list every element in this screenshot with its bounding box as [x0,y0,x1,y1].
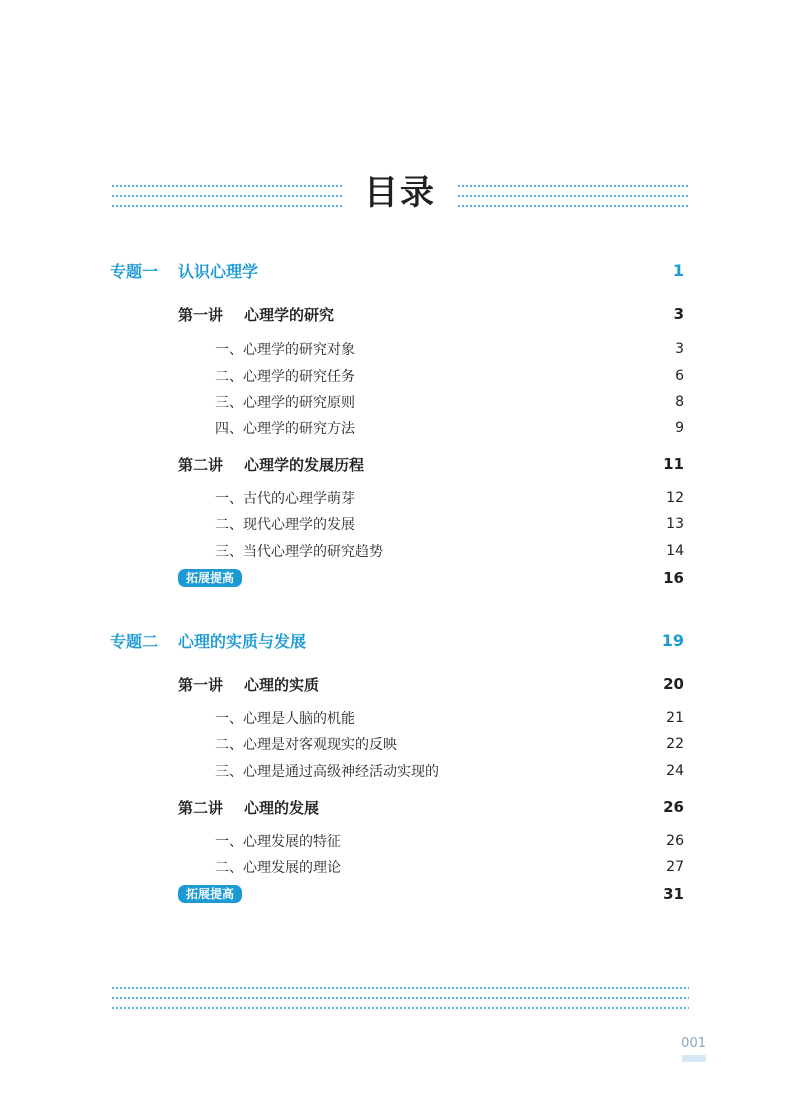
lecture-title: 心理学的研究 [244,305,335,324]
section-title: 三、当代心理学的研究趋势 [215,544,383,560]
topic-title: 心理的实质与发展 [178,631,307,651]
header-dotted-line-left-1 [111,185,343,187]
topic-title: 认识心理学 [178,261,259,281]
toc-section[interactable] [215,706,684,730]
section-page: 9 [675,420,684,436]
section-title: 二、心理是对客观现实的反映 [215,737,397,753]
page-number: 001 [681,1036,706,1051]
topic-prefix: 专题一 [110,261,159,281]
toc-extension-2[interactable] [178,882,684,906]
lecture-page: 3 [673,305,684,323]
section-page: 14 [666,543,684,559]
header-dotted-line-right-3 [457,205,689,207]
section-page: 6 [675,368,684,384]
section-page: 21 [666,710,684,726]
toc-section[interactable] [215,855,684,879]
footer-dotted-line-3 [111,1007,689,1009]
section-title: 四、心理学的研究方法 [215,421,355,437]
toc-section[interactable] [215,759,684,783]
header-dotted-line-left-2 [111,195,343,197]
page-number-bar [682,1055,706,1062]
section-title: 一、心理是人脑的机能 [215,711,355,727]
toc-section[interactable] [215,416,684,440]
toc-section[interactable] [215,486,684,510]
topic-prefix: 专题二 [110,631,159,651]
section-title: 二、心理发展的理论 [215,860,341,876]
extension-badge: 拓展提高 [178,569,242,587]
section-page: 26 [666,833,684,849]
toc-lecture-1-2[interactable] [178,451,684,477]
toc-lecture-2-1[interactable] [178,671,684,697]
toc-section[interactable] [215,390,684,414]
section-page: 22 [666,736,684,752]
section-title: 一、心理学的研究对象 [215,342,355,358]
footer-dotted-line-2 [111,997,689,999]
lecture-prefix: 第二讲 [178,455,224,474]
toc-extension-1[interactable] [178,566,684,590]
section-page: 12 [666,490,684,506]
toc-lecture-1-1[interactable] [178,301,684,327]
lecture-title: 心理的发展 [244,798,320,817]
section-page: 3 [675,341,684,357]
section-page: 8 [675,394,684,410]
header-dotted-line-right-2 [457,195,689,197]
toc-section[interactable] [215,829,684,853]
section-title: 三、心理学的研究原则 [215,395,355,411]
footer-dotted-line-1 [111,987,689,989]
header-dotted-line-right-1 [457,185,689,187]
lecture-page: 11 [663,455,684,473]
toc-section[interactable] [215,539,684,563]
topic-page: 19 [661,630,684,650]
lecture-prefix: 第二讲 [178,798,224,817]
section-title: 二、现代心理学的发展 [215,517,355,533]
lecture-prefix: 第一讲 [178,305,224,324]
section-title: 一、古代的心理学萌芽 [215,491,355,507]
header-dotted-line-left-3 [111,205,343,207]
toc-section[interactable] [215,337,684,361]
lecture-page: 26 [663,798,684,816]
section-title: 一、心理发展的特征 [215,834,341,850]
lecture-title: 心理的实质 [244,675,320,694]
lecture-page: 20 [663,675,684,693]
toc-topic-2[interactable] [110,626,684,654]
toc-topic-1[interactable] [110,256,684,284]
lecture-title: 心理学的发展历程 [244,455,365,474]
extension-page: 31 [663,885,684,903]
toc-section[interactable] [215,512,684,536]
toc-section[interactable] [215,732,684,756]
section-page: 27 [666,859,684,875]
extension-page: 16 [663,569,684,587]
section-page: 24 [666,763,684,779]
extension-badge: 拓展提高 [178,885,242,903]
section-title: 二、心理学的研究任务 [215,369,355,385]
topic-page: 1 [672,260,684,280]
page-title: 目录 [364,173,436,213]
section-page: 13 [666,516,684,532]
toc-section[interactable] [215,364,684,388]
lecture-prefix: 第一讲 [178,675,224,694]
section-title: 三、心理是通过高级神经活动实现的 [215,764,439,780]
toc-lecture-2-2[interactable] [178,794,684,820]
